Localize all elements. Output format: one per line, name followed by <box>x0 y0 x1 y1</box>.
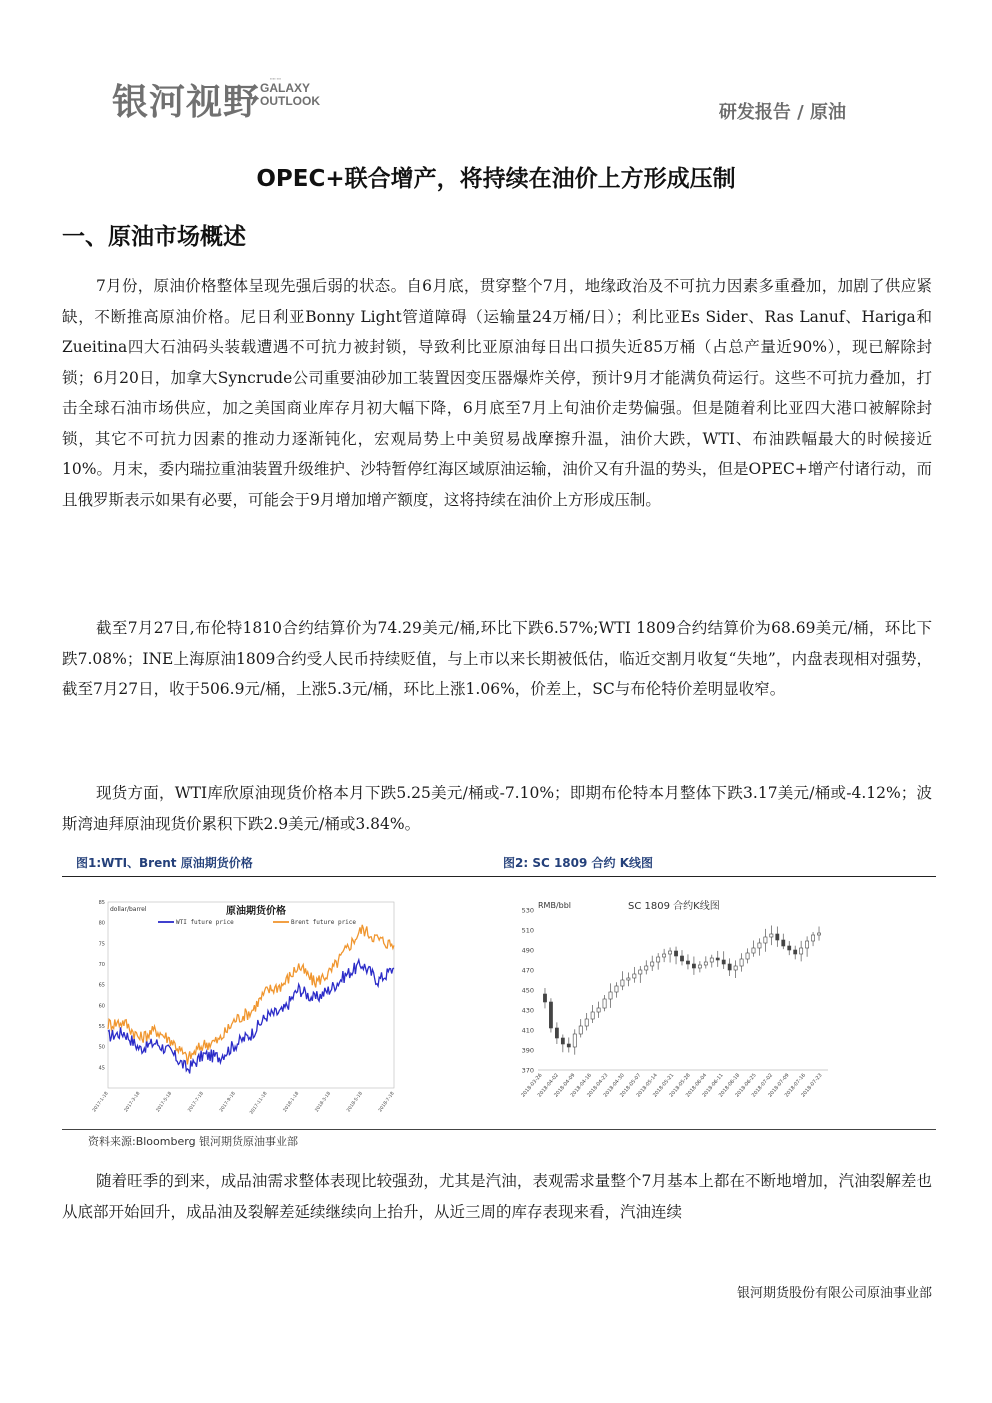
y-tick-label: 55 <box>98 1024 105 1030</box>
y-tick-label: 70 <box>98 962 105 968</box>
x-tick-label: 2018-05-14 <box>635 1072 659 1099</box>
x-tick-label: 2018-07-16 <box>783 1072 808 1099</box>
candle-body <box>639 970 642 974</box>
candle-body <box>663 954 666 957</box>
candle-body <box>597 1008 600 1012</box>
y-tick-label: 50 <box>98 1044 105 1051</box>
candle-body <box>543 994 546 1002</box>
series-line-wti <box>108 960 394 1074</box>
logo-text: 银河视野 <box>112 82 261 123</box>
x-tick-label: 2018-04-02 <box>536 1072 561 1099</box>
candle-body <box>603 999 606 1008</box>
candle-body <box>722 960 725 964</box>
figure-top-rule <box>62 876 936 877</box>
y-tick-label: 470 <box>521 966 534 975</box>
footer-company: 银河期货股份有限公司原油事业部 <box>736 1286 932 1301</box>
x-tick-label: 2018-05-07 <box>619 1072 643 1099</box>
x-tick-label: 2018-04-16 <box>569 1072 593 1099</box>
candle-body <box>764 937 767 943</box>
x-tick-label: 2018-05-28 <box>668 1072 692 1099</box>
y-tick-label: 85 <box>98 900 105 906</box>
report-category: 研发报告 / 原油 <box>718 102 846 123</box>
candle-body <box>561 1038 564 1044</box>
x-tick-label: 2018-04-30 <box>602 1072 626 1099</box>
candle-body <box>668 951 671 954</box>
figure-bottom-rule <box>62 1129 936 1130</box>
logo-small-mark: ▪▪▪▪ ▪▪▪ <box>270 76 282 81</box>
y-axis-unit: RMB/bbl <box>538 901 572 910</box>
x-tick-label: 2017-7-18 <box>187 1091 205 1114</box>
y-tick-label: 390 <box>521 1046 534 1055</box>
chart-title: 原油期货价格 <box>226 906 286 917</box>
plot-frame <box>108 902 394 1088</box>
x-tick-label: 2017-5-18 <box>155 1091 174 1114</box>
candle-body <box>651 962 654 966</box>
section-heading: 一、原油市场概述 <box>62 224 246 250</box>
candle-body <box>710 958 713 962</box>
candle-body <box>758 943 761 948</box>
figure-1-caption: 图1:WTI、Brent 原油期货价格 <box>76 856 253 870</box>
candle-body <box>734 966 737 970</box>
x-tick-label: 2018-5-18 <box>346 1091 364 1114</box>
chart-sc1809-kline <box>498 890 838 1124</box>
candle-body <box>657 957 660 962</box>
candle-body <box>740 959 743 966</box>
candle-body <box>579 1026 582 1034</box>
candle-body <box>645 966 648 970</box>
candle-body <box>716 958 719 960</box>
x-tick-label: 2018-7-18 <box>378 1091 396 1114</box>
candle-body <box>776 934 779 940</box>
y-tick-label: 60 <box>98 1003 105 1010</box>
x-tick-label: 2018-05-21 <box>652 1072 676 1099</box>
candle-body <box>698 965 701 968</box>
x-tick-label: 2017-3-18 <box>123 1091 142 1114</box>
figure-2-caption: 图2: SC 1809 合约 K线图 <box>503 856 654 870</box>
y-tick-label: 490 <box>521 946 534 955</box>
x-tick-label: 2018-06-25 <box>734 1072 758 1099</box>
candle-body <box>680 956 683 961</box>
paragraph-market-overview: 7月份，原油价格整体呈现先强后弱的状态。自6月底，贯穿整个7月，地缘政治及不可抗力因素多重叠加，加剧了供应紧缺，不断推高原油价格。尼日利亚Bonny Light管道障碍（运输量24万桶/日）；利比亚Es Sider、Ras Lanuf、Hariga和Zueitina四大石油码头装载遭遇不可抗力被封锁，导致利比亚原油每日出口损失近85万桶（占总产量近90%），现已解除封锁；6月20日，加拿大Syncrude公司重要油砂加工装置因变压器爆炸关停，预计9月才能满负荷运行。这些不可抗力叠加，打击全球石油市场供应，加之美国商业库存月初大幅下降，6月底至7月上旬油价走势偏强。但是随着利比亚四大港口被解除封锁，其它不可抗力因素的推动力逐渐钝化，宏观局势上中美贸易战摩擦升温，油价大跌，WTI、布油跌幅最大的时候接近10%。月末，委内瑞拉重油装置升级维护、沙特暂停红海区域原油运输，油价又有升温的势头，但是OPEC+增产付诸行动，而且俄罗斯表示如果有必要，可能会于9月增加增产额度，这将持续在油价上方形成压制。 <box>62 277 932 509</box>
legend-label: WTI future price <box>176 919 234 926</box>
logo-english <box>260 82 320 108</box>
legend-label: Brent future price <box>291 919 357 926</box>
candle-body <box>782 940 785 946</box>
x-tick-label: 2018-06-11 <box>701 1072 725 1099</box>
logo-english-line2: OUTLOOK <box>260 94 320 108</box>
candle-body <box>627 978 630 980</box>
candle-body <box>788 946 791 950</box>
candle-body <box>811 935 814 941</box>
candle-body <box>746 953 749 959</box>
candle-body <box>621 980 624 986</box>
y-tick-label: 510 <box>521 926 534 935</box>
candle-body <box>573 1034 576 1047</box>
candle-body <box>567 1044 570 1047</box>
chart-title: SC 1809 合约K线图 <box>628 901 720 912</box>
x-tick-label: 2017-1-18 <box>92 1091 110 1114</box>
logo-english-line1: GALAXY <box>260 81 311 95</box>
x-tick-label: 2018-3-18 <box>314 1091 333 1114</box>
candle-body <box>615 986 618 992</box>
candle-body <box>800 948 803 954</box>
y-tick-label: 80 <box>98 920 105 927</box>
y-tick-label: 45 <box>98 1065 105 1072</box>
x-tick-label: 2018-03-26 <box>520 1072 544 1099</box>
figure-source-note: 资料来源:Bloomberg 银河期货原油事业部 <box>88 1135 299 1148</box>
candle-body <box>704 962 707 965</box>
y-tick-label: 450 <box>521 986 534 995</box>
paragraph-spot-prices: 现货方面，WTI库欣原油现货价格本月下跌5.25美元/桶或-7.10%；即期布伦特本月整体下跌3.17美元/桶或-4.12%；波斯湾迪拜原油现货价累积下跌2.9美元/桶或3.84%。 <box>62 784 932 833</box>
x-tick-label: 2018-1-18 <box>282 1091 301 1114</box>
paragraph-refined-products: 随着旺季的到来，成品油需求整体表现比较强劲，尤其是汽油，表观需求量整个7月基本上都在不断地增加，汽油裂解差也从底部开始回升，成品油及裂解差延续继续向上抬升，从近三周的库存表现来看，汽油连续 <box>62 1172 932 1221</box>
candle-body <box>728 964 731 970</box>
x-tick-label: 2017-11-18 <box>249 1091 269 1116</box>
candle-body <box>817 933 820 935</box>
document-title: OPEC+联合增产，将持续在油价上方形成压制 <box>256 166 736 192</box>
candle-body <box>591 1012 594 1019</box>
y-tick-label: 75 <box>98 941 105 948</box>
y-tick-label: 530 <box>521 906 534 915</box>
chart-crude-futures <box>86 888 406 1124</box>
x-tick-label: 2018-04-09 <box>553 1072 577 1099</box>
y-tick-label: 65 <box>98 982 105 989</box>
candle-body <box>794 950 797 954</box>
candle-body <box>686 961 689 964</box>
candle-body <box>609 992 612 999</box>
x-tick-label: 2018-07-23 <box>800 1072 824 1099</box>
x-tick-label: 2018-07-02 <box>750 1072 775 1099</box>
candle-body <box>674 951 677 956</box>
candle-body <box>555 1028 558 1038</box>
y-tick-label: 410 <box>521 1026 534 1035</box>
candle-body <box>770 934 773 937</box>
paragraph-settlement-prices: 截至7月27日,布伦特1810合约结算价为74.29美元/桶,环比下跌6.57%;WTI 1809合约结算价为68.69美元/桶，环比下跌7.08%；INE上海原油1809合约受人民币持续贬值，与上市以来长期被低估，临近交割月收复“失地”，内盘表现相对强势，截至7月27日，收于506.9元/桶，上涨5.3元/桶，环比上涨1.06%，价差上，SC与布伦特价差明显收窄。 <box>62 619 932 698</box>
candle-body <box>692 964 695 968</box>
x-tick-label: 2018-06-18 <box>717 1072 742 1099</box>
y-axis-unit: dollar/barrel <box>110 906 147 913</box>
x-tick-label: 2017-9-18 <box>219 1091 237 1114</box>
candle-body <box>585 1019 588 1026</box>
candle-body <box>752 948 755 953</box>
candle-body <box>549 1002 552 1028</box>
series-line-brent <box>108 925 394 1065</box>
candle-body <box>806 941 809 948</box>
x-tick-label: 2018-07-09 <box>767 1072 791 1099</box>
y-tick-label: 370 <box>521 1066 534 1075</box>
x-tick-label: 2018-06-04 <box>684 1072 709 1099</box>
y-tick-label: 430 <box>521 1006 534 1015</box>
candle-body <box>633 974 636 978</box>
x-tick-label: 2018-04-23 <box>586 1072 610 1099</box>
